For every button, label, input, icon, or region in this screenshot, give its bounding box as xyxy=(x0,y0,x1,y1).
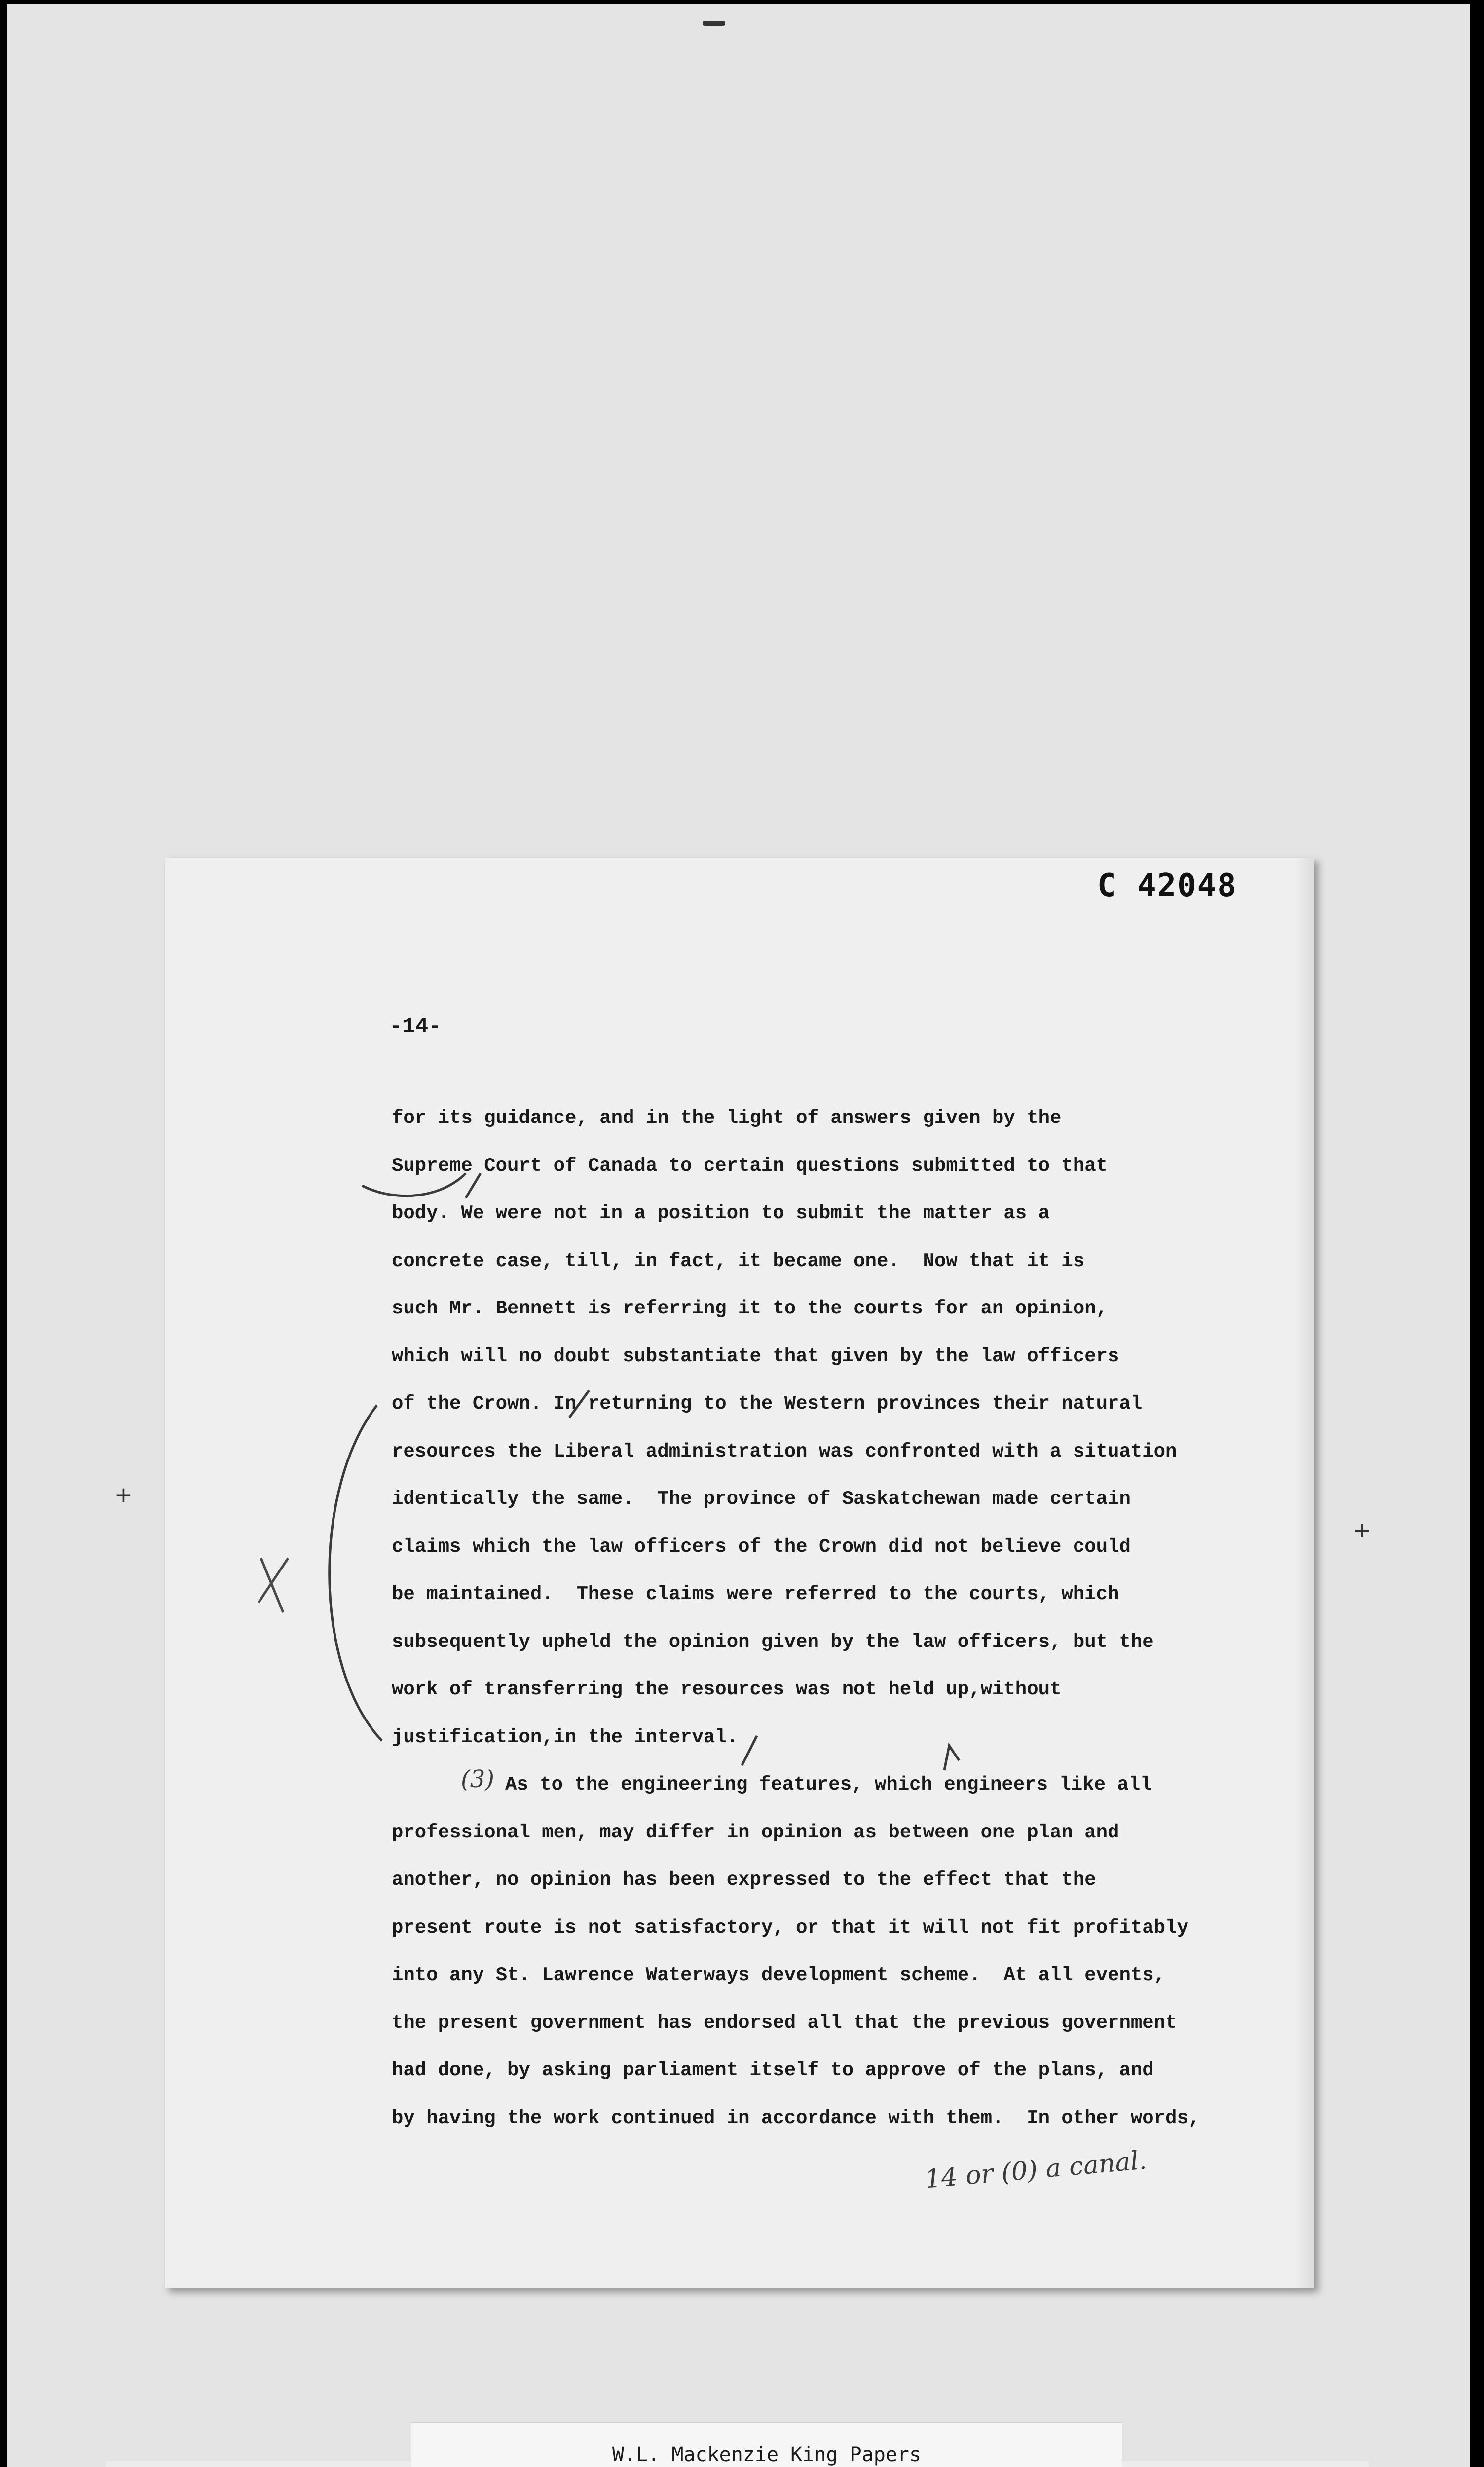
registration-cross-right: + xyxy=(1353,1518,1371,1543)
typed-page xyxy=(165,858,1314,2288)
page-body-text xyxy=(392,1103,1260,2151)
page-number: -14- xyxy=(389,1014,442,1039)
text-line: into any St. Lawrence Waterways development scheme. At all events, xyxy=(392,1964,1166,1986)
text-line: As to the engineering features, which engineers like all xyxy=(505,1774,1152,1795)
text-line: present route is not satisfactory, or that it will not fit profitably xyxy=(392,1916,1188,1939)
text-line: Supreme Court of Canada to certain questions submitted to that xyxy=(392,1155,1108,1177)
text-line: body. We were not in a position to submit the matter as a xyxy=(392,1202,1050,1224)
handwritten-numeral: (3) xyxy=(461,1765,494,1793)
handwritten-note: 14 or (0) a canal. xyxy=(924,2145,1148,2195)
page-edge-shadow xyxy=(1295,858,1314,2288)
text-line: by having the work continued in accordance with them. In other words, xyxy=(392,2107,1200,2129)
text-line: had done, by asking parliament itself to approve of the plans, and xyxy=(392,2059,1154,2081)
text-line: which will no doubt substantiate that given by the law officers xyxy=(392,1345,1119,1367)
text-line: resources the Liberal administration was confronted with a situation xyxy=(392,1440,1177,1462)
collection-name: W.L. Mackenzie King Papers xyxy=(612,2443,922,2466)
film-mark xyxy=(703,21,725,26)
registration-cross-left: + xyxy=(114,1482,133,1507)
text-line: for its guidance, and in the light of answers given by the xyxy=(392,1107,1062,1129)
pencil-bracket xyxy=(330,1405,382,1741)
microfilm-frame xyxy=(7,4,1470,2467)
frame-number: C 42048 xyxy=(1097,867,1237,904)
text-line: of the Crown. In returning to the Western provinces their natural xyxy=(392,1393,1143,1415)
text-line: concrete case, till, in fact, it became one. Now that it is xyxy=(392,1250,1085,1272)
text-line: claims which the law officers of the Crown did not believe could xyxy=(392,1535,1131,1558)
text-line: subsequently upheld the opinion given by the law officers, but the xyxy=(392,1631,1154,1653)
text-line: work of transferring the resources was not held up,without xyxy=(392,1679,1062,1700)
text-line: justification,in the interval. xyxy=(392,1726,739,1748)
text-line: such Mr. Bennett is referring it to the courts for an opinion, xyxy=(392,1298,1108,1319)
text-line: be maintained. These claims were referred to the courts, which xyxy=(392,1583,1119,1605)
text-line: professional men, may differ in opinion as between one plan and xyxy=(392,1821,1119,1843)
pencil-x-mark xyxy=(259,1558,288,1612)
collection-label xyxy=(411,2422,1122,2467)
text-line: identically the same. The province of Saskatchewan made certain xyxy=(392,1488,1131,1510)
text-line: the present government has endorsed all that the previous government xyxy=(392,2012,1177,2034)
text-line: another, no opinion has been expressed to the effect that the xyxy=(392,1869,1096,1891)
